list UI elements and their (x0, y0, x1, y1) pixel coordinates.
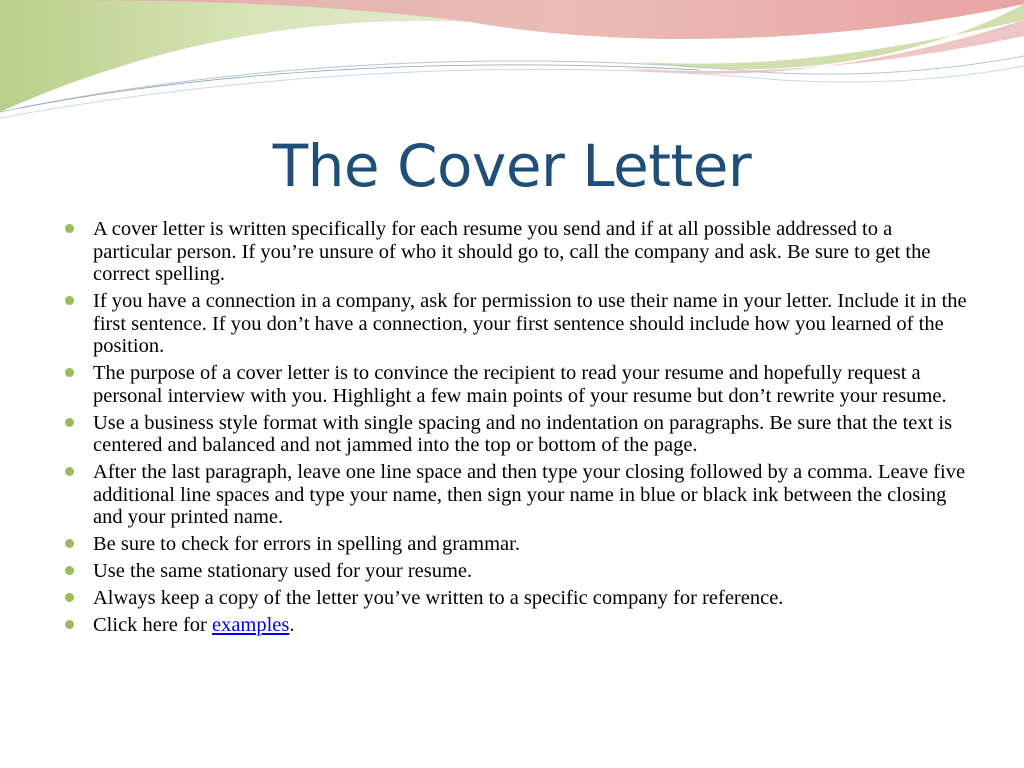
bullet-dot-icon (65, 467, 74, 476)
bullet-text: Use the same stationary used for your resume. (93, 560, 473, 582)
list-item-examples (62, 614, 974, 637)
bullet-dot-icon (65, 296, 74, 305)
bullet-text: If you have a connection in a company, ask for permission to use their name in your letter. Include it in the first sentence. If you don’t have a connection, your first sentence should include how you learned of the position. (93, 290, 967, 357)
bullet-text: A cover letter is written specifically for each resume you send and if at all possible addressed to a particular person. If you’re unsure of who it should go to, call the company and ask. Be sure to get the correct spelling. (93, 218, 931, 285)
bullet-text: Use a business style format with single spacing and no indentation on paragraphs. Be sure that the text is centered and balanced and not jammed into the top or bottom of the page. (93, 411, 953, 456)
bullet-dot-icon (65, 593, 74, 602)
list-item (62, 533, 974, 556)
bullet-dot-icon (65, 418, 74, 427)
bullet-text: Always keep a copy of the letter you’ve written to a specific company for reference. (93, 587, 784, 609)
list-item (62, 461, 974, 529)
list-item (62, 218, 974, 286)
list-item (62, 587, 974, 610)
header-wave-decoration (0, 0, 1024, 130)
list-item (62, 362, 974, 407)
bullet-dot-icon (65, 224, 74, 233)
bullet-dot-icon (65, 620, 74, 629)
examples-suffix: . (289, 614, 295, 636)
list-item (62, 412, 974, 457)
bullet-dot-icon (65, 368, 74, 377)
bullet-dot-icon (65, 566, 74, 575)
bullet-text: After the last paragraph, leave one line space and then type your closing followed by a comma. Leave five additional line spaces and type your name, then sign your name in blue or black ink between the closing and your printed name. (93, 461, 966, 528)
bullet-dot-icon (65, 539, 74, 548)
bullet-text: The purpose of a cover letter is to convince the recipient to read your resume and hopefully request a personal interview with you. Highlight a few main points of your resume but don’t rewrite your resume. (93, 362, 947, 407)
bullet-list (62, 218, 974, 641)
list-item (62, 290, 974, 358)
slide-title: The Cover Letter (272, 132, 752, 200)
examples-link[interactable]: examples (211, 614, 290, 636)
list-item (62, 560, 974, 583)
examples-prefix: Click here for (93, 614, 212, 636)
bullet-text: Be sure to check for errors in spelling and grammar. (93, 533, 520, 555)
